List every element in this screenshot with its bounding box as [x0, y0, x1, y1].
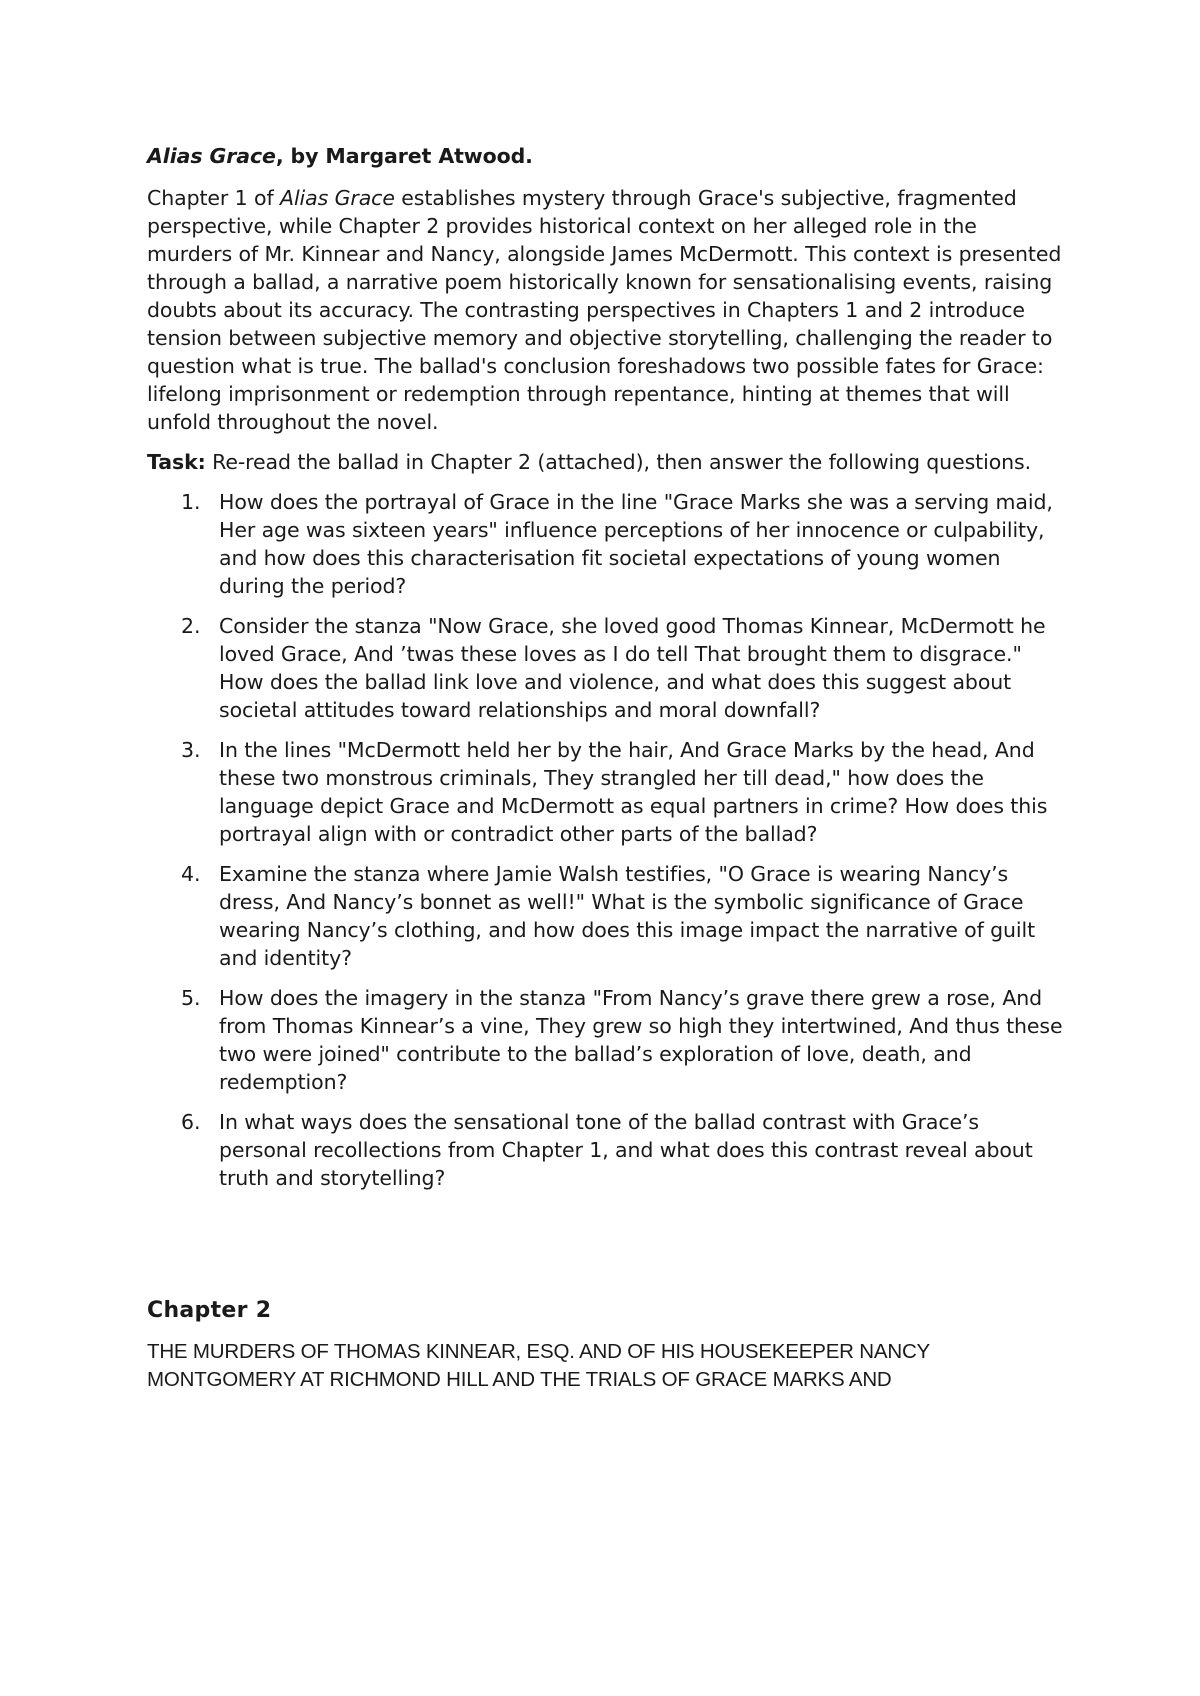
- question-text: In what ways does the sensational tone of the ballad contrast with Grace’s personal recollections from Chapter 1, and what does this contrast reveal about truth and storytelling?: [219, 1110, 1033, 1190]
- intro-text-rest: establishes mystery through Grace's subjective, fragmented perspective, while Chapter 2 provides historical context on her alleged role in the murders of Mr. Kinnear and Nancy, alongside James McDermott. This context is presented through a ballad, a narrative poem historically known for sensationalising events, raising doubts about its accuracy. The contrasting perspectives in Chapters 1 and 2 introduce tension between subjective memory and objective storytelling, challenging the reader to question what is true. The ballad's conclusion foreshadows two possible fates for Grace: lifelong imprisonment or redemption through repentance, hinting at themes that will unfold throughout the novel.: [147, 186, 1062, 434]
- question-item: [181, 984, 1067, 1096]
- title-book-name: Alias Grace: [147, 144, 276, 168]
- title-author: , by Margaret Atwood.: [275, 144, 533, 168]
- question-number: 2.: [181, 614, 201, 638]
- intro-text-start: Chapter 1 of: [147, 186, 281, 210]
- question-item: [181, 1108, 1067, 1192]
- document-title: [147, 142, 1067, 170]
- question-item: [181, 488, 1067, 600]
- question-number: 1.: [181, 490, 201, 514]
- question-text: In the lines "McDermott held her by the hair, And Grace Marks by the head, And these two monstrous criminals, They strangled her till dead," how does the language depict Grace and McDermott as equal partners in crime? How does this portrayal align with or contradict other parts of the ballad?: [219, 738, 1048, 846]
- chapter-subtitle: THE MURDERS OF THOMAS KINNEAR, ESQ. AND OF HIS HOUSEKEEPER NANCY MONTGOMERY AT RICHMOND HILL AND THE TRIALS OF GRACE MARKS AND: [147, 1340, 930, 1391]
- task-paragraph: [147, 448, 1067, 476]
- task-label: Task:: [147, 450, 206, 474]
- question-text: How does the imagery in the stanza "From Nancy’s grave there grew a rose, And from Thomas Kinnear’s a vine, They grew so high they intertwined, And thus these two were joined" contribute to the ballad’s exploration of love, death, and redemption?: [219, 986, 1063, 1094]
- question-number: 3.: [181, 738, 201, 762]
- question-item: [181, 736, 1067, 848]
- question-number: 6.: [181, 1110, 201, 1134]
- document-page: [147, 142, 1067, 1394]
- question-text: Examine the stanza where Jamie Walsh testifies, "O Grace is wearing Nancy’s dress, And Nancy’s bonnet as well!" What is the symbolic significance of Grace wearing Nancy’s clothing, and how does this image impact the narrative of guilt and identity?: [219, 862, 1036, 970]
- question-text: Consider the stanza "Now Grace, she loved good Thomas Kinnear, McDermott he loved Grace, And ’twas these loves as I do tell That brought them to disgrace." How does the ballad link love and violence, and what does this suggest about societal attitudes toward relationships and moral downfall?: [219, 614, 1046, 722]
- question-item: [181, 612, 1067, 724]
- question-number: 5.: [181, 986, 201, 1010]
- task-text: Re-read the ballad in Chapter 2 (attached), then answer the following questions.: [205, 450, 1032, 474]
- intro-book-name: Alias Grace: [280, 186, 395, 210]
- chapter-heading: Chapter 2: [147, 1298, 272, 1323]
- intro-paragraph: [147, 184, 1067, 436]
- question-text: How does the portrayal of Grace in the line "Grace Marks she was a serving maid, Her age was sixteen years" influence perceptions of her innocence or culpability, and how does this characterisation fit societal expectations of young women during the period?: [219, 490, 1053, 598]
- question-number: 4.: [181, 862, 201, 886]
- question-item: [181, 860, 1067, 972]
- question-list: [147, 488, 1067, 1192]
